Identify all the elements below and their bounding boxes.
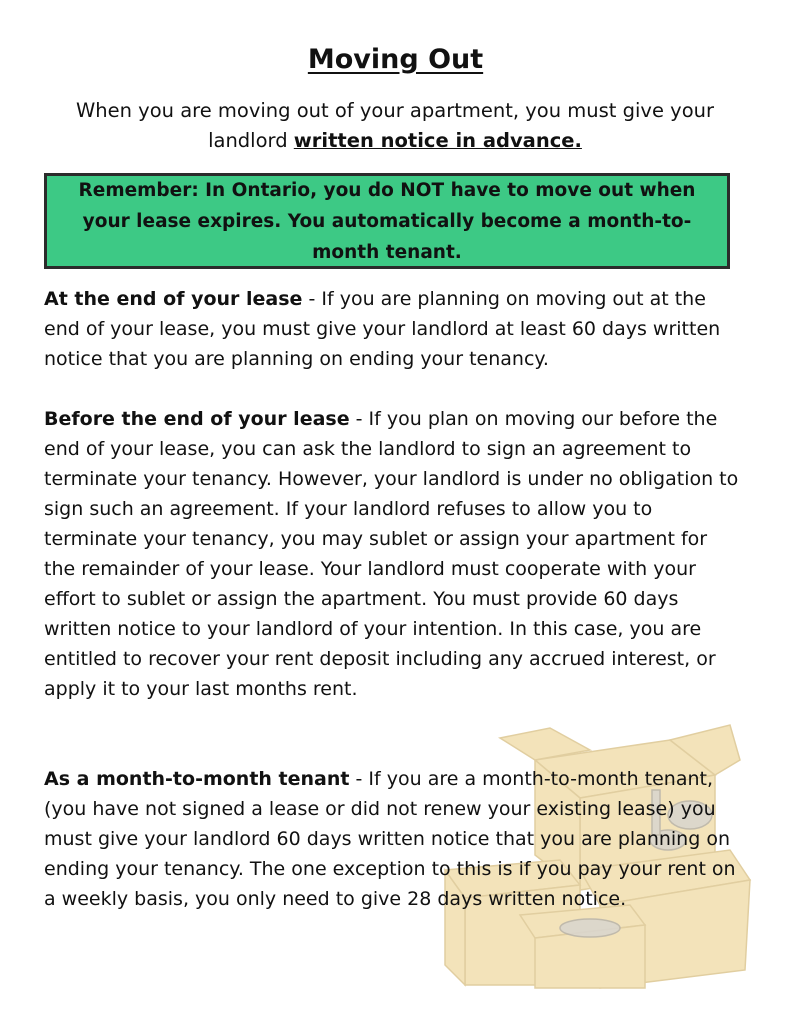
page-title: Moving Out (307, 44, 484, 75)
section-body: - If you plan on moving our before the end of your lease, you can ask the landlord to sign an agreement to terminate your tenancy. However, your landlord is under no obligation to sign such an agreement. If your landlord refuses to allow you to terminate your tenancy, you may sublet or assign your apartment for the remainder of your lease. Your landlord must cooperate with your effort to sublet or assign the apartment. You must provide 60 days written notice to your landlord of your intention. In this case, you are entitled to recover your rent deposit including any accrued interest, or apply it to your last months rent. (44, 408, 739, 700)
section-heading: Before the end of your lease (44, 408, 350, 430)
reminder-text: Remember: In Ontario, you do NOT have to move out when your lease expires. You automatically become a month-to-month tenant. (78, 179, 696, 263)
section-end-of-lease (44, 284, 744, 374)
section-body: - If you are a month-to-month tenant, (you have not signed a lease or did not renew your existing lease) you must give your landlord 60 days written notice that you are planning on ending your tenancy. The one exception to this is if you pay your rent on a weekly basis, you only need to give 28 days written notice. (44, 768, 736, 910)
reminder-callout (44, 173, 730, 269)
section-body: - If you are planning on moving out at the end of your lease, you must give your landlord at least 60 days written notice that you are planning on ending your tenancy. (44, 288, 721, 370)
section-heading: At the end of your lease (44, 288, 303, 310)
section-heading: As a month-to-month tenant (44, 768, 350, 790)
section-before-end-of-lease (44, 404, 744, 704)
intro-emphasis: written notice in advance. (293, 129, 582, 152)
intro-text: When you are moving out of your apartment, you must give your landlord (75, 99, 715, 152)
intro-paragraph (45, 96, 745, 156)
section-month-to-month (44, 764, 744, 914)
